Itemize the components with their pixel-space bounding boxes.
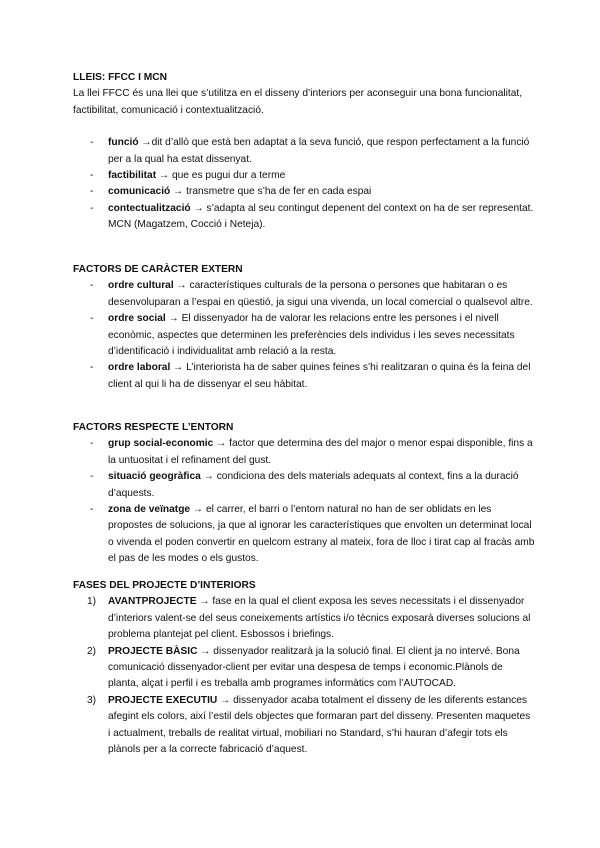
bullet-mark: -: [90, 362, 94, 374]
item-text: → condiciona des dels materials adequats al context, fins a la duració d’aquests.: [108, 471, 519, 499]
list-item: [73, 693, 535, 759]
item-term: grup social-economic: [108, 438, 214, 450]
section-factors-entorn: [73, 420, 535, 568]
list-item: [73, 502, 535, 568]
item-text: → fase en la qual el client exposa les seves necessitats i el dissenyador d’interiors valent-se del seus coneixements artístics i/o tècnics exposarà diverses solucions al problema plantejat pel client. Esbossos i briefings.: [108, 596, 531, 641]
list-item: [73, 201, 535, 217]
list-item: [73, 184, 535, 200]
bullet-mark: -: [90, 170, 94, 182]
item-term: factibilitat: [108, 170, 157, 182]
item-number: 3): [87, 694, 97, 706]
list-item: [73, 135, 535, 168]
item-term: zona de veïnatge: [108, 504, 191, 516]
item-text: → L’interiorista ha de saber quines feines s’hi realitzaran o quina és la feina del client al qui li ha de dissenyar el seu hàbitat.: [108, 362, 531, 390]
item-text: → s’adapta al seu contingut depenent del context on ha de ser representat.: [190, 202, 534, 214]
item-text: → el carrer, el barri o l’entorn natural no han de ser oblidats en les propostes de solucions, ja que al ignorar les característiques que envolten un determinat local o vivenda el poden convertir en quelcom estrany al mateix, fora de lloc i tirat cap al fracàs amb el pas de les modes o els gustos.: [108, 504, 535, 565]
bullet-mark: -: [90, 202, 94, 214]
item-text: →dit d’allò que està ben adaptat a la seva funció, que respon perfectament a la funció per a la qual ha estat dissenyat.: [108, 137, 530, 165]
item-term: comunicació: [108, 186, 171, 198]
item-term: PROJECTE BÀSIC: [108, 645, 198, 657]
section-fases: [73, 578, 535, 758]
section-title: LLEIS: FFCC I MCN: [73, 72, 167, 83]
item-text: → característiques culturals de la persona o persones que habitaran o es desenvoluparan a l’espai en qüestió, ja sigui una vivenda, un local comercial o qualsevol altre.: [108, 280, 533, 308]
item-text: → dissenyador acaba totalment el disseny de les diferents estances afegint els colors, així l’estil dels objectes que formaran part del disseny. Presenten maquetes i actualment, treballs de realitat virtual, mobiliari no Standard, s’hi hauran d’afegir tots els plànols per a la correcte fabricació d’aquest.: [108, 694, 531, 756]
item-term: ordre social: [108, 313, 166, 325]
list-item: [73, 594, 535, 643]
bullet-mark: -: [90, 313, 94, 325]
section-title: FACTORS DE CARÀCTER EXTERN: [73, 264, 243, 275]
bullet-mark: -: [90, 137, 94, 149]
section-factors-extern: [73, 262, 535, 393]
section-title: FASES DEL PROJECTE D’INTERIORS: [73, 580, 256, 591]
bullet-mark: -: [90, 471, 94, 483]
item-text: → transmetre que s’ha de fer en cada espai: [170, 186, 372, 198]
bullet-list: [73, 278, 535, 393]
numbered-list: [73, 594, 535, 758]
bullet-list: [73, 436, 535, 567]
item-term: ordre cultural: [108, 280, 174, 292]
list-item: [73, 311, 535, 360]
item-term: contectualització: [108, 202, 191, 214]
item-text: → dissenyador realitzarà ja la solució final. El client ja no intervé. Bona comunicació dissenyador-client per evitar una despesa de temps i economic.Plànols de planta, alçat i perfil i es treballa amb programes informàtics com l’AUTOCAD.: [108, 645, 520, 690]
item-text: → que es pugui dur a terme: [156, 170, 286, 182]
section-lleis: [73, 70, 535, 234]
list-item: [73, 168, 535, 184]
item-text: → factor que determina des del major o menor espai disponible, fins a la untuositat i el refinament del gust.: [108, 438, 533, 466]
bullet-list: [73, 135, 535, 217]
bullet-mark: -: [90, 280, 94, 292]
list-item: [73, 436, 535, 469]
item-number: 1): [87, 596, 97, 608]
bullet-mark: -: [90, 504, 94, 516]
item-text: → El dissenyador ha de valorar les relacions entre les persones i el nivell econòmic, aspectes que determinen les preferències dels individus i les seves necessitats d’identificació i individualitat amb relació a la resta.: [108, 313, 515, 358]
item-number: 2): [87, 645, 97, 657]
item-term: funció: [108, 137, 139, 149]
section-title: FACTORS RESPECTE L’ENTORN: [73, 422, 234, 433]
bullet-mark: -: [90, 438, 94, 450]
intro-paragraph: La llei FFCC és una llei que s’utilitza en el disseny d’interiors per aconseguir una bona funcionalitat, factibilitat, comunicació i contextualització.: [73, 88, 523, 116]
bullet-mark: -: [90, 186, 94, 198]
item-term: situació geogràfica: [108, 471, 201, 483]
list-item: [73, 278, 535, 311]
item-term: PROJECTE EXECUTIU: [108, 694, 218, 706]
mcn-note: MCN (Magatzem, Cocció i Neteja).: [108, 219, 266, 231]
list-item: [73, 360, 535, 393]
list-item: [73, 469, 535, 502]
list-item: [73, 644, 535, 693]
item-term: AVANTPROJECTE: [108, 596, 197, 608]
item-term: ordre laboral: [108, 362, 171, 374]
